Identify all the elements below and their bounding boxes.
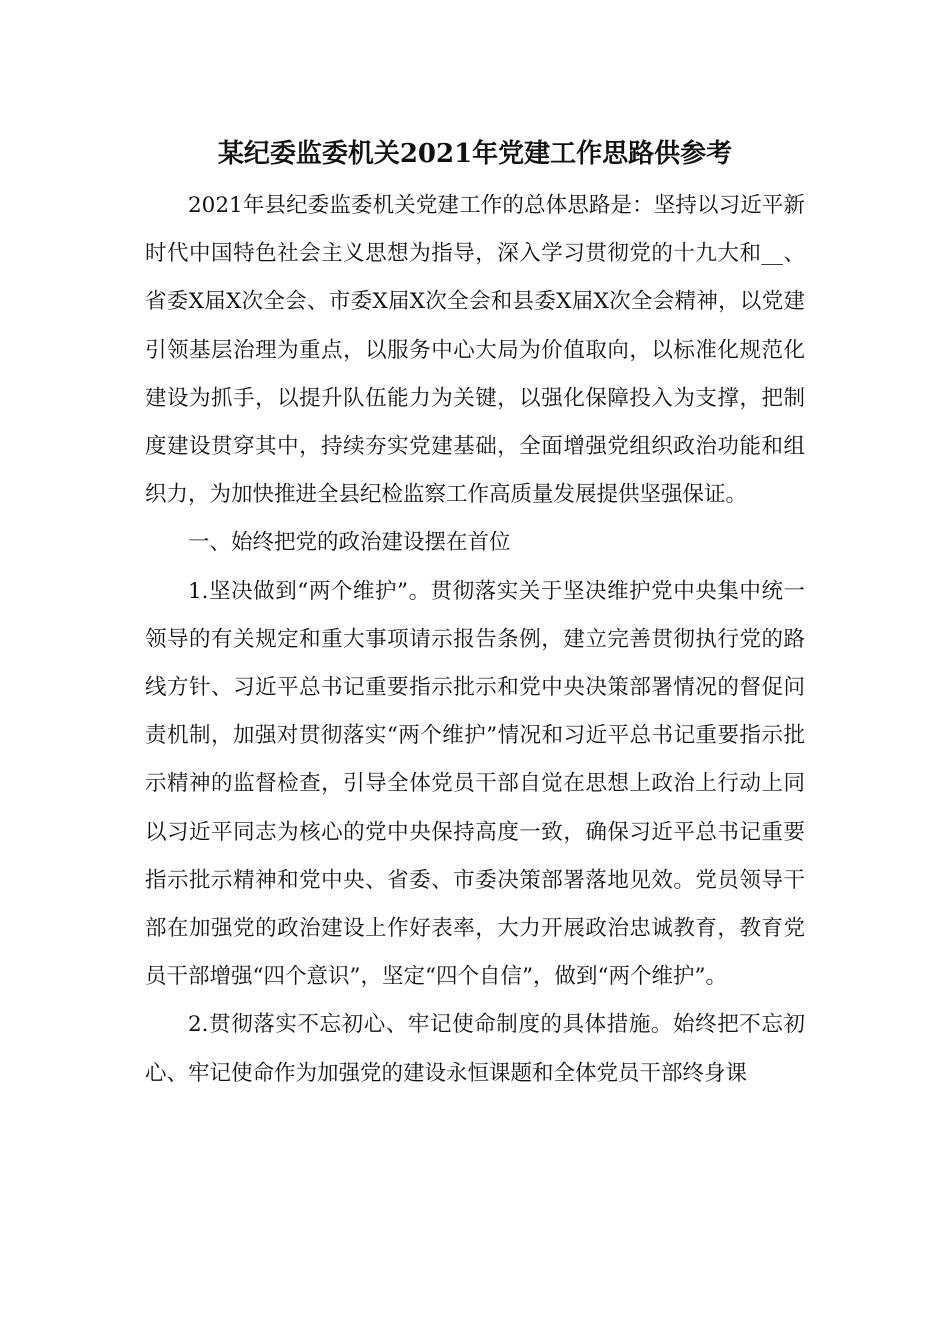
paragraph-item-2: 2.贯彻落实不忘初心、牢记使命制度的具体措施。始终把不忘初心、牢记使命作为加强党的建设永恒课题和全体党员干部终身课 xyxy=(145,1012,805,1086)
paragraph-item-1: 1.坚决做到“两个维护”。贯彻落实关于坚决维护党中央集中统一领导的有关规定和重大事项请示报告条例，建立完善贯彻执行党的路线方针、习近平总书记重要指示批示和党中央决策部署情况的督促问责机制，加强对贯彻落实“两个维护”情况和习近平总书记重要指示批示精神的监督检查，引导全体党员干部自觉在思想上政治上行动上同以习近平同志为核心的党中央保持高度一致，确保习近平总书记重要指示批示精神和党中央、省委、市委决策部署落地见效。党员领导干部在加强党的政治建设上作好表率，大力开展政治忠诚教育，教育党员干部增强“四个意识”，坚定“四个自信”，做到“两个维护”。 xyxy=(145,578,805,990)
paragraph-overview: 2021年县纪委监委机关党建工作的总体思路是：坚持以习近平新时代中国特色社会主义思想为指导，深入学习贯彻党的十九大和__、省委X届X次全会、市委X届X次全会和县委X届X次全会精神，以党建引领基层治理为重点，以服务中心大局为价值取向，以标准化规范化建设为抓手，以提升队伍能力为关键，以强化保障投入为支撑，把制度建设贯穿其中，持续夯实党建基础，全面增强党组织政治功能和组织力，为加快推进全县纪检监察工作高质量发展提供坚强保证。 xyxy=(145,193,805,508)
document-title: 某纪委监委机关2021年党建工作思路供参考 xyxy=(217,139,733,169)
document-page xyxy=(145,128,805,1098)
section-heading-1: 一、始终把党的政治建设摆在首位 xyxy=(188,530,511,556)
